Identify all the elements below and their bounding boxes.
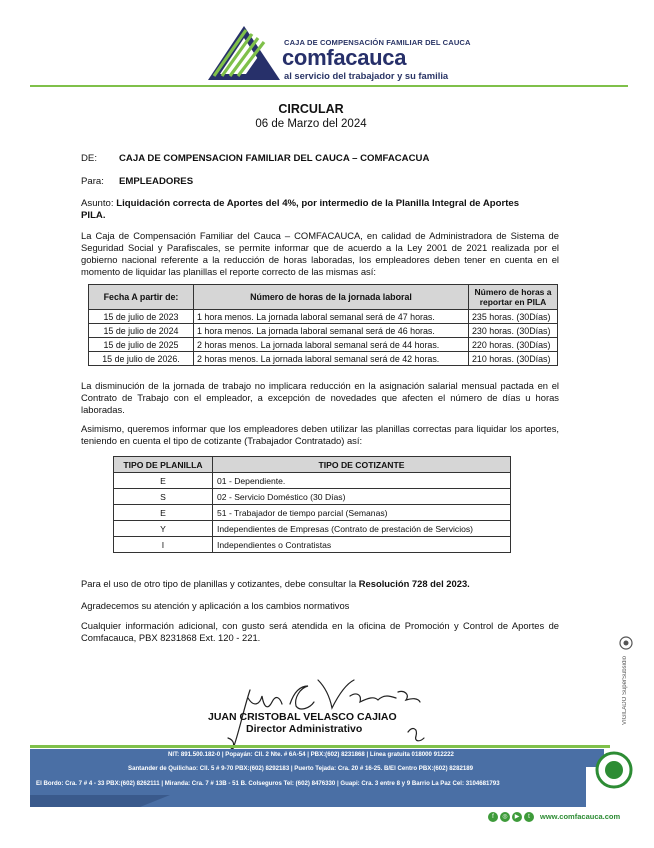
cell-hours: 1 hora menos. La jornada laboral semanal será de 46 horas. — [194, 324, 469, 338]
instagram-icon[interactable]: ◎ — [500, 812, 510, 822]
header-date: Fecha A partir de: — [89, 285, 194, 310]
subject-label: Asunto: — [81, 198, 114, 209]
planilla-table — [113, 456, 511, 553]
footer-line-1: NIT: 891.500.182-0 | Popayán: Cll. 2 Nte. # 6A-54 | PBX:(602) 8231868 | Línea gratuita 018000 912222 — [168, 751, 454, 758]
header-hours: Número de horas de la jornada laboral — [194, 285, 469, 310]
from-label: DE: — [81, 153, 97, 164]
table-row — [114, 537, 511, 553]
table-row — [89, 310, 558, 324]
cell-date: 15 de julio de 2023 — [89, 310, 194, 324]
facebook-icon[interactable]: f — [488, 812, 498, 822]
hours-table — [88, 284, 558, 366]
resolution-reference: Resolución 728 del 2023. — [358, 578, 470, 589]
to-label: Para: — [81, 176, 104, 187]
table-row — [114, 505, 511, 521]
brand-tagline: al servicio del trabajador y su familia — [284, 70, 449, 81]
subject-line-1: Liquidación correcta de Aportes del 4%, por intermedio de la Planilla Integral de Aportes — [116, 198, 520, 209]
subject-line-2: PILA. — [81, 210, 106, 221]
to-field — [81, 176, 193, 187]
subject-field — [81, 198, 559, 222]
from-value: CAJA DE COMPENSACION FAMILIAR DEL CAUCA – COMFACACUA — [119, 153, 430, 164]
cell-planilla: S — [114, 489, 213, 505]
from-field — [81, 153, 429, 164]
table-row — [114, 489, 511, 505]
cell-report: 230 horas. (30Días) — [469, 324, 558, 338]
cell-date: 15 de julio de 2026. — [89, 352, 194, 366]
cell-planilla: Y — [114, 521, 213, 537]
table-row — [89, 352, 558, 366]
cell-planilla: E — [114, 473, 213, 489]
cell-cotizante: 01 - Dependiente. — [213, 473, 511, 489]
asimismo-paragraph: Asimismo, queremos informar que los empleadores deben utilizar las planillas correctas para liquidar los aportes, teniendo en cuenta el tipo de cotizante (Trabajador Contratado) así: — [81, 423, 559, 446]
cell-cotizante: Independientes o Contratistas — [213, 537, 511, 553]
twitter-icon[interactable]: t — [524, 812, 534, 822]
other-types-paragraph — [81, 578, 559, 590]
table-row — [89, 338, 558, 352]
other-types-text: Para el uso de otro tipo de planillas y cotizantes, debe consultar la — [81, 578, 359, 589]
table-header-row — [114, 457, 511, 473]
table-row — [114, 473, 511, 489]
cell-cotizante: Independientes de Empresas (Contrato de prestación de Servicios) — [213, 521, 511, 537]
circular-title: CIRCULAR — [278, 102, 344, 116]
footer-line-2: Santander de Quilichao: Cll. 5 # 9-70 PBX:(602) 8292183 | Puerto Tejada: Cra. 20 # 16-25. B/El Centro PBX:(602) 8282189 — [128, 765, 474, 772]
cell-cotizante: 51 - Trabajador de tiempo parcial (Semanas) — [213, 505, 511, 521]
circular-date: 06 de Marzo del 2024 — [255, 118, 367, 130]
footer-logo-icon — [594, 750, 634, 790]
to-value: EMPLEADORES — [119, 176, 194, 187]
intro-paragraph: La Caja de Compensación Familiar del Cauca – COMFACAUCA, en calidad de Administradora de Sistema de Seguridad Social y Parafiscales, se permite informar que de acuerdo a la Ley 2001 de 2021 realizada por el gobierno nacional referente a la reducción de horas laboradas, los empleadores deben tener en cuenta en el momento de liquidar las planillas el reporte correcto de las mismas así: — [81, 230, 559, 277]
header-report: Número de horas a reportar en PILA — [469, 285, 558, 310]
cell-hours: 1 hora menos. La jornada laboral semanal será de 47 horas. — [194, 310, 469, 324]
comfacauca-logo-icon — [206, 24, 282, 82]
org-name: CAJA DE COMPENSACIÓN FAMILIAR DEL CAUCA — [284, 38, 471, 47]
cell-date: 15 de julio de 2025 — [89, 338, 194, 352]
header-planilla: TIPO DE PLANILLA — [114, 457, 213, 473]
cell-hours: 2 horas menos. La jornada laboral semanal será de 42 horas. — [194, 352, 469, 366]
reduction-paragraph: La disminución de la jornada de trabajo no implicara reducción en la asignación salarial mensual pactada en el Contrato de Trabajo con el empleador, a excepción de novedades que afecten el número de días u horas laboradas. — [81, 380, 559, 415]
vigilado-text: VIGILADO SuperSubsidio — [622, 656, 628, 726]
table-row — [114, 521, 511, 537]
cell-report: 235 horas. (30Días) — [469, 310, 558, 324]
signer-role: Director Administrativo — [246, 723, 363, 735]
cell-hours: 2 horas menos. La jornada laboral semanal será de 44 horas. — [194, 338, 469, 352]
supersubsidio-icon — [619, 636, 633, 650]
cell-planilla: I — [114, 537, 213, 553]
header-divider — [30, 85, 628, 87]
contact-paragraph: Cualquier información adicional, con gusto será atendida en la oficina de Promoción y Control de Aportes de Comfacauca, PBX 8231868 Ext. 120 - 221. — [81, 620, 559, 643]
cell-date: 15 de julio de 2024 — [89, 324, 194, 338]
footer-line-3: El Bordo: Cra. 7 # 4 - 33 PBX:(602) 8262111 | Miranda: Cra. 7 # 13B - 51 B. Colseguros Tel: (602) 8476330 | Guapi: Cra. 3 entre 8 y 9 Barrio La Paz Cel: 3104681793 — [36, 780, 500, 787]
website-link[interactable]: www.comfacauca.com — [540, 812, 621, 821]
header-cotizante: TIPO DE COTIZANTE — [213, 457, 511, 473]
signer-name: JUAN CRISTOBAL VELASCO CAJIAO — [208, 711, 397, 723]
table-row — [89, 324, 558, 338]
cell-report: 220 horas. (30Días) — [469, 338, 558, 352]
cell-report: 210 horas. (30Días) — [469, 352, 558, 366]
youtube-icon[interactable]: ▶ — [512, 812, 522, 822]
thanks-paragraph: Agradecemos su atención y aplicación a los cambios normativos — [81, 600, 350, 611]
cell-cotizante: 02 - Servicio Doméstico (30 Días) — [213, 489, 511, 505]
table-header-row — [89, 285, 558, 310]
brand-name: comfacauca — [282, 45, 407, 70]
cell-planilla: E — [114, 505, 213, 521]
